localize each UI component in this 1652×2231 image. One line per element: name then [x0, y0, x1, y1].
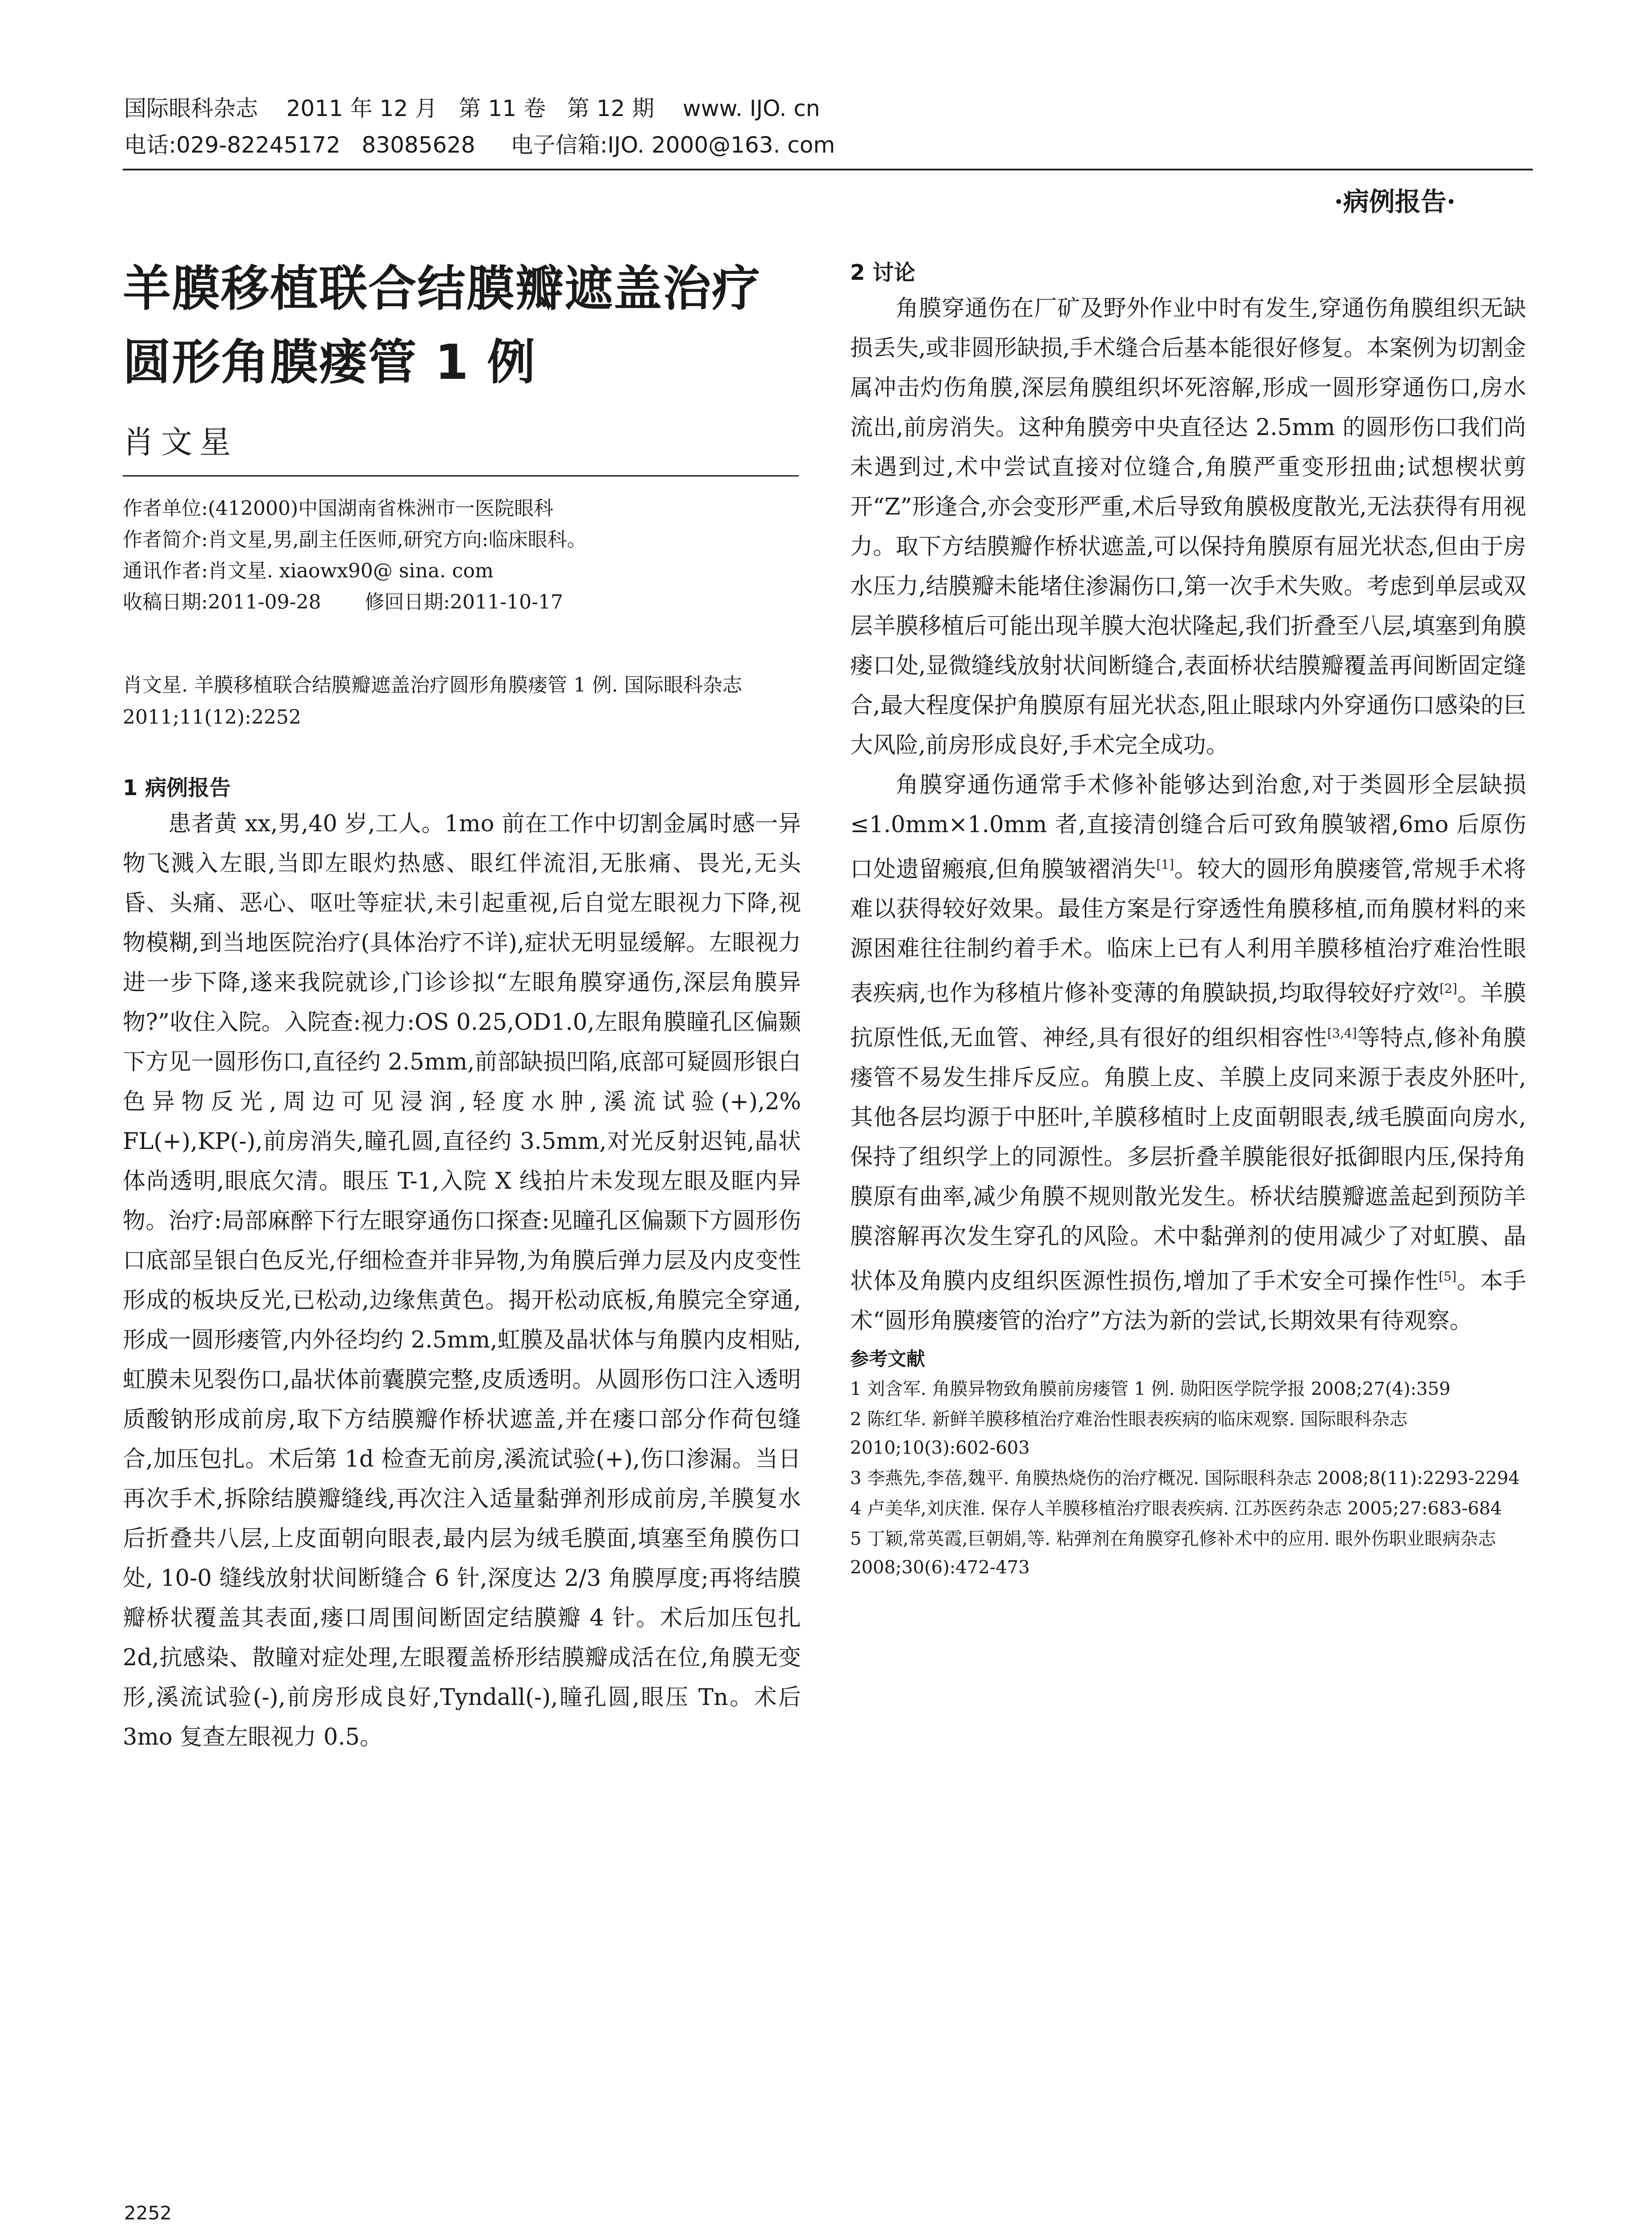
section1-heading: 1 病例报告	[123, 775, 231, 800]
header-rule	[123, 169, 1533, 170]
affiliation: 作者单位:(412000)中国湖南省株洲市一医院眼科	[123, 497, 554, 520]
citation: 肖文星. 羊膜移植联合结膜瓣遮盖治疗圆形角膜瘘管 1 例. 国际眼科杂志 2011;11(12):2252	[123, 674, 742, 729]
reference-item: 5 丁颖,常英霞,巨朝娟,等. 粘弹剂在角膜穿孔修补术中的应用. 眼外伤职业眼病杂志 2008;30(6):472-473	[850, 1529, 1496, 1578]
ref-marker-2: [2]	[1439, 981, 1457, 996]
correspondence: 通讯作者:肖文星. xiaowx90@ sina. com	[123, 560, 494, 582]
ref-marker-3-4: [3,4]	[1327, 1026, 1357, 1041]
author-bio: 作者简介:肖文星,男,副主任医师,研究方向:临床眼科。	[123, 528, 587, 551]
article-title-line1: 羊膜移植联合结膜瓣遮盖治疗	[123, 261, 761, 317]
references-list	[850, 1375, 1526, 1582]
reference-item: 4 卢美华,刘庆淮. 保存人羊膜移植治疗眼表疾病. 江苏医药杂志 2005;27:683-684	[850, 1498, 1502, 1519]
journal-header-line1: 国际眼科杂志 2011 年 12 月 第 11 卷 第 12 期 www. IJO. cn	[124, 95, 820, 121]
article-title-line2: 圆形角膜瘘管 1 例	[123, 335, 536, 390]
author-name: 肖文星	[123, 424, 238, 460]
page-number: 2252	[124, 2202, 172, 2224]
section2-paragraph2: 角膜穿通伤通常手术修补能够达到治愈,对于类圆形全层缺损≤1.0mm×1.0mm 者,直接清创缝合后可致角膜皱褶,6mo 后原伤口处遗留瘢痕,但角膜皱褶消失[1]。较大的圆形角膜瘘管,常规手术将难以获得较好效果。最佳方案是行穿透性角膜移植,而角膜材料的来源困难往往制约着手术。临床上已有人利用羊膜移植治疗难治性眼表疾病,也作为移植片修补变薄的角膜缺损,均取得较好疗效[2]。羊膜抗原性低,无血管、神经,具有很好的组织相容性[3,4]等特点,修补角膜瘘管不易发生排斥反应。角膜上皮、羊膜上皮同来源于表皮外胚叶,其他各层均源于中胚叶,羊膜移植时上皮面朝眼表,绒毛膜面向房水,保持了组织学上的同源性。多层折叠羊膜能很好抵御眼内压,保持角膜原有曲率,减少角膜不规则散光发生。桥状结膜瓣遮盖起到预防羊膜溶解再次发生穿孔的风险。术中黏弹剂的使用减少了对虹膜、晶状体及角膜内皮组织医源性损伤,增加了手术安全可操作性[5]。本手术“圆形角膜瘘管的治疗”方法为新的尝试,长期效果有待观察。	[850, 772, 1526, 1334]
section-case-report	[123, 772, 801, 1757]
section-discussion	[850, 257, 1526, 1584]
reference-item: 1 刘含军. 角膜异物致角膜前房瘘管 1 例. 勋阳医学院学报 2008;27(4):359	[850, 1379, 1451, 1399]
received-dates: 收稿日期:2011-09-28 修回日期:2011-10-17	[123, 591, 563, 614]
title-rule	[123, 475, 799, 477]
article-title	[123, 252, 810, 399]
reference-item: 3 李燕先,李蓓,魏平. 角膜热烧伤的治疗概况. 国际眼科杂志 2008;8(11):2293-2294	[850, 1468, 1520, 1489]
section2-heading: 2 讨论	[850, 260, 916, 285]
journal-header-line2: 电话:029-82245172 83085628 电子信箱:IJO. 2000@163. com	[124, 132, 835, 158]
reference-item: 2 陈红华. 新鲜羊膜移植治疗难治性眼表疾病的临床观察. 国际眼科杂志 2010;10(3):602-603	[850, 1409, 1408, 1458]
section1-paragraph: 患者黄 xx,男,40 岁,工人。1mo 前在工作中切割金属时感一异物飞溅入左眼,当即左眼灼热感、眼红伴流泪,无胀痛、畏光,无头昏、头痛、恶心、呕吐等症状,未引起重视,后自觉左眼视力下降,视物模糊,到当地医院治疗(具体治疗不详),症状无明显缓解。左眼视力进一步下降,遂来我院就诊,门诊诊拟“左眼角膜穿通伤,深层角膜异物?”收住入院。入院查:视力:OS 0.25,OD1.0,左眼角膜瞳孔区偏颞下方见一圆形伤口,直径约 2.5mm,前部缺损凹陷,底部可疑圆形银白色异物反光,周边可见浸润,轻度水肿,溪流试验(+),2% FL(+),KP(-),前房消失,瞳孔圆,直径约 3.5mm,对光反射迟钝,晶状体尚透明,眼底欠清。眼压 T-1,入院 X 线拍片未发现左眼及眶内异物。治疗:局部麻醉下行左眼穿通伤口探查:见瞳孔区偏颞下方圆形伤口底部呈银白色反光,仔细检查并非异物,为角膜后弹力层及内皮变性形成的板块反光,已松动,边缘焦黄色。揭开松动底板,角膜完全穿通,形成一圆形瘘管,内外径均约 2.5mm,虹膜及晶状体与角膜内皮相贴,虹膜未见裂伤口,晶状体前囊膜完整,皮质透明。从圆形伤口注入透明质酸钠形成前房,取下方结膜瓣作桥状遮盖,并在瘘口部分作荷包缝合,加压包扎。术后第 1d 检查无前房,溪流试验(+),伤口渗漏。当日再次手术,拆除结膜瓣缝线,再次注入适量黏弹剂形成前房,羊膜复水后折叠共八层,上皮面朝向眼表,最内层为绒毛膜面,填塞至角膜伤口处, 10-0 缝线放射状间断缝合 6 针,深度达 2/3 角膜厚度;再将结膜瓣桥状覆盖其表面,瘘口周围间断固定结膜瓣 4 针。术后加压包扎 2d,抗感染、散瞳对症处理,左眼覆盖桥形结膜瓣成活在位,角膜无变形,溪流试验(-),前房形成良好,Tyndall(-),瞳孔圆,眼压 Tn。术后 3mo 复查左眼视力 0.5。	[123, 811, 801, 1750]
references-heading: 参考文献	[850, 1348, 926, 1370]
section2-paragraph1: 角膜穿通伤在厂矿及野外作业中时有发生,穿通伤角膜组织无缺损丢失,或非圆形缺损,手术缝合后基本能很好修复。本案例为切割金属冲击灼伤角膜,深层角膜组织坏死溶解,形成一圆形穿通伤口,房水流出,前房消失。这种角膜旁中央直径达 2.5mm 的圆形伤口我们尚未遇到过,术中尝试直接对位缝合,角膜严重变形扭曲;试想楔状剪开“Z”形逢合,亦会变形严重,术后导致角膜极度散光,无法获得有用视力。取下方结膜瓣作桥状遮盖,可以保持角膜原有屈光状态,但由于房水压力,结膜瓣未能堵住渗漏伤口,第一次手术失败。考虑到单层或双层羊膜移植后可能出现羊膜大泡状隆起,我们折叠至八层,填塞到角膜瘘口处,显微缝线放射状间断缝合,表面桥状结膜瓣覆盖再间断固定缝合,最大程度保护角膜原有屈光状态,阻止眼球内外穿通伤口感染的巨大风险,前房形成良好,手术完全成功。	[850, 295, 1526, 759]
ref-marker-1: [1]	[1156, 857, 1174, 872]
ref-marker-5: [5]	[1439, 1269, 1457, 1284]
author-meta	[123, 493, 805, 618]
section-tag: ·病例报告·	[1334, 187, 1456, 217]
